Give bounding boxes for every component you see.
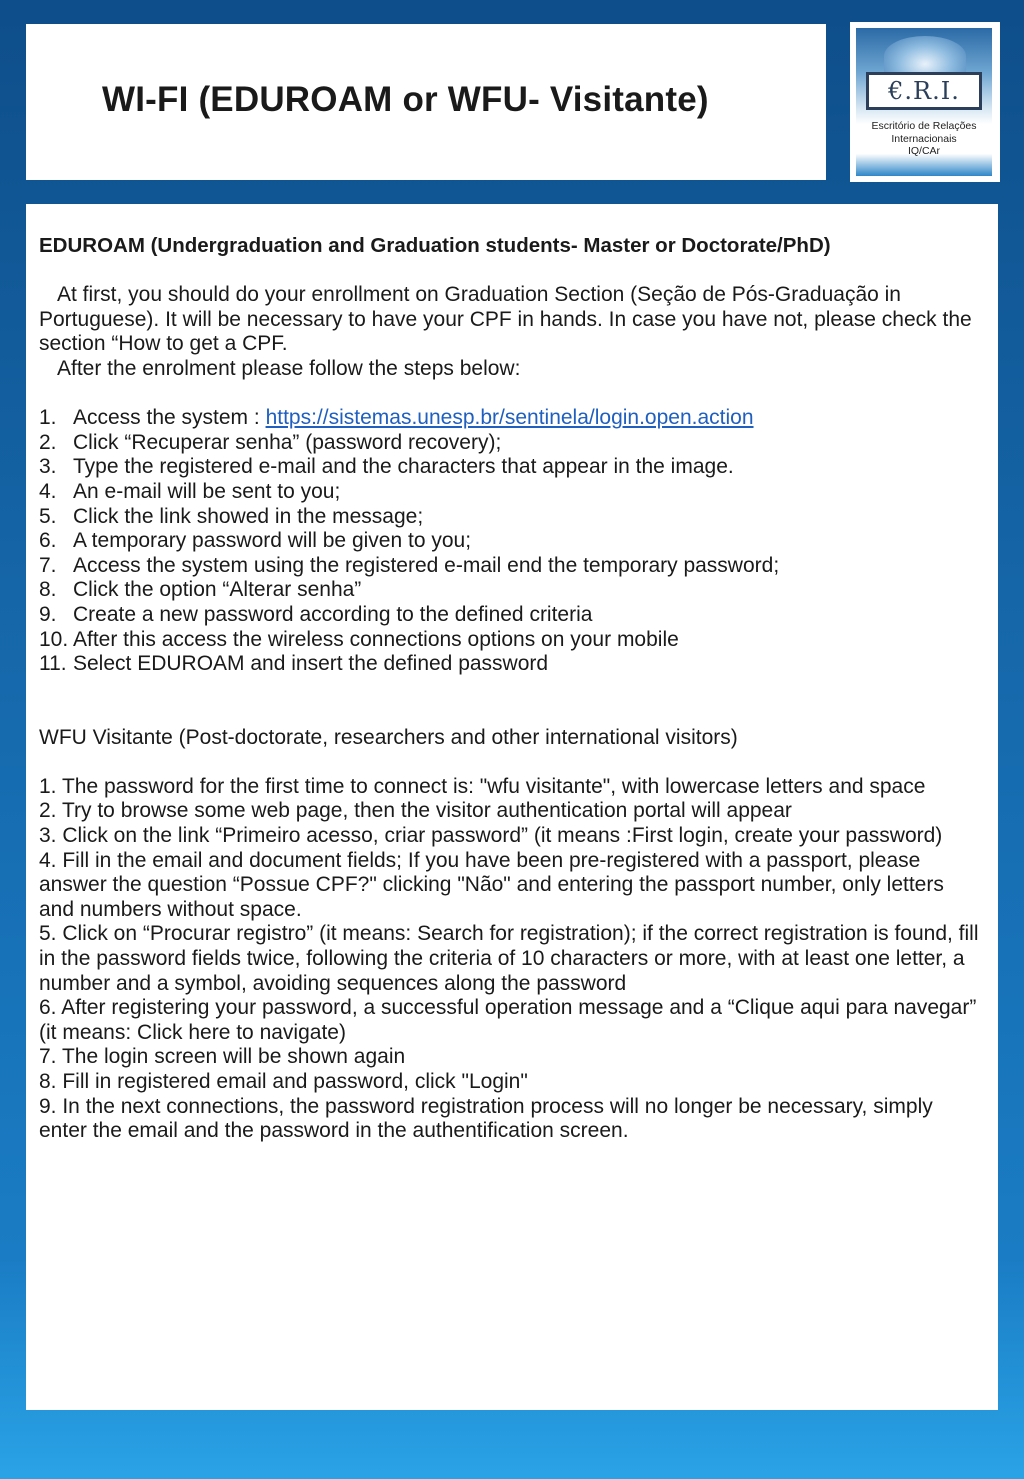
list-item (39, 505, 984, 530)
logo-caption-line: Escritório de Relações (871, 120, 977, 132)
list-item (39, 406, 984, 431)
eduroam-intro: At first, you should do your enrollment on Graduation Section (Seção de Pós-Graduação in Portuguese). It will be necessary to have your CPF in hands. In case you have not, please check the section “How to get a CPF. (39, 283, 972, 356)
list-item (39, 455, 984, 480)
step-number: 1. (39, 406, 57, 430)
logo-mark: €.R.I. (866, 72, 982, 110)
step-number: 5. (39, 504, 57, 528)
step-text: A temporary password will be given to you; (73, 529, 472, 553)
list-item (39, 431, 984, 456)
list-item (39, 529, 984, 554)
step-text: Type the registered e-mail and the characters that appear in the image. (73, 455, 734, 479)
logo-image (856, 28, 992, 176)
list-item: 3. Click on the link “Primeiro acesso, criar password” (it means :First login, create your password) (39, 824, 943, 848)
step-number: 6. (39, 529, 57, 553)
wfu-heading: WFU Visitante (Post-doctorate, researchers and other international visitors) (39, 725, 738, 749)
step-text: Create a new password according to the defined criteria (73, 602, 593, 626)
step-number: 2. (39, 430, 57, 454)
page-title: WI-FI (EDUROAM or WFU- Visitante) (102, 80, 709, 119)
list-item: 2. Try to browse some web page, then the visitor authentication portal will appear (39, 799, 792, 823)
list-item (39, 603, 984, 628)
list-item: 6. After registering your password, a successful operation message and a “Clique aqui para navegar” (it means: Click here to navigate) (39, 996, 977, 1044)
list-item (39, 578, 984, 603)
logo (850, 22, 1000, 182)
step-text: Click “Recuperar senha” (password recovery); (73, 430, 502, 454)
eduroam-heading: EDUROAM (Undergraduation and Graduation students- Master or Doctorate/PhD) (39, 234, 831, 257)
globe-icon (884, 36, 966, 76)
step-text: Click the option “Alterar senha” (73, 578, 362, 602)
list-item: 1. The password for the first time to connect is: "wfu visitante", with lowercase letters and space (39, 774, 926, 798)
list-item: 5. Click on “Procurar registro” (it means: Search for registration); if the correct registration is found, fill in the password fields twice, following the criteria of 10 characters or more, with at least one letter, a number and a symbol, avoiding sequences along the password (39, 922, 979, 995)
list-item (39, 628, 984, 653)
logo-caption-line: IQ/CAr (907, 145, 941, 157)
step-number: 4. (39, 479, 57, 503)
step-number: 9. (39, 602, 57, 626)
step-number: 8. (39, 578, 57, 602)
step-number: 7. (39, 553, 57, 577)
wfu-steps (39, 775, 984, 1144)
step-text (73, 406, 754, 431)
list-item: 8. Fill in registered email and password, click "Login" (39, 1070, 528, 1093)
step-number: 10. (39, 627, 69, 651)
step-number: 3. (39, 455, 57, 479)
step-text: After this access the wireless connections options on your mobile (73, 627, 679, 651)
step-text: Access the system using the registered e-mail end the temporary password; (73, 553, 780, 577)
logo-caption (856, 120, 992, 158)
eduroam-intro-steps: After the enrolment please follow the steps below: (57, 356, 521, 380)
list-item (39, 652, 984, 677)
sentinela-login-link[interactable]: https://sistemas.unesp.br/sentinela/login.open.action (265, 406, 754, 430)
logo-caption-line: Internacionais (891, 132, 957, 145)
step-number: 11. (39, 652, 67, 676)
document-body (39, 234, 984, 1144)
step-text: Select EDUROAM and insert the defined password (73, 652, 549, 676)
list-item: 7. The login screen will be shown again (39, 1045, 406, 1069)
content-box (26, 204, 998, 1410)
list-item (39, 554, 984, 579)
list-item: 4. Fill in the email and document fields; If you have been pre-registered with a passport, please answer the question “Possue CPF?" clicking "Não" and entering the passport number, only letters and numbers without space. (39, 848, 944, 921)
eduroam-steps (39, 406, 984, 677)
step-text: An e-mail will be sent to you; (73, 479, 341, 503)
step-text: Click the link showed in the message; (73, 504, 424, 528)
step-text-prefix: Access the system : (73, 406, 266, 430)
header-box (26, 24, 826, 180)
list-item (39, 480, 984, 505)
list-item: 9. In the next connections, the password registration process will no longer be necessary, simply enter the email and the password in the authentification screen. (39, 1094, 933, 1143)
